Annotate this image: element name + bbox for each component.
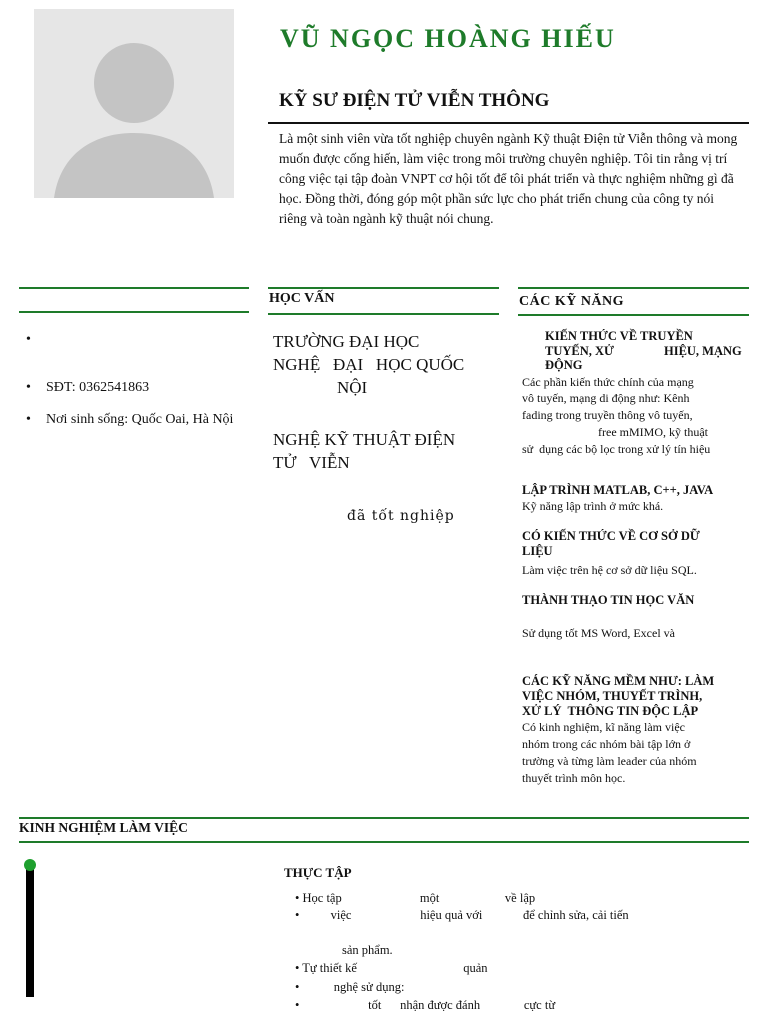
contact-list <box>19 332 244 428</box>
profile-photo-image <box>34 9 234 198</box>
skill-3-text: Làm việc trên hệ cơ sở dữ liệu SQL. <box>522 563 697 577</box>
skill-1-text-line-5: sử dụng các bộ lọc trong xử lý tín hiệu <box>522 442 711 456</box>
major-line-2: TỬ VIỄN <box>273 453 350 472</box>
skill-5-text-line-3: trường và từng làm leader của nhóm <box>522 754 697 768</box>
skill-4-heading: THÀNH THẠO TIN HỌC VĂN <box>522 593 695 607</box>
school-line-1: TRƯỜNG ĐẠI HỌC <box>273 332 420 351</box>
education-bottom-rule <box>268 313 499 315</box>
skills-heading: CÁC KỸ NĂNG <box>519 294 625 309</box>
internship-heading: THỰC TẬP <box>284 865 352 880</box>
skill-3-heading-line-2: LIỆU <box>522 544 553 558</box>
skill-5-text-line-1: Có kinh nghiệm, kĩ năng làm việc <box>522 720 685 734</box>
skill-1-text-line-2: vô tuyến, mạng di động như: Kênh <box>522 391 690 405</box>
skill-1-heading-line-1: KIẾN THỨC VỀ TRUYỀN <box>545 329 693 343</box>
skills-bottom-rule <box>518 314 749 316</box>
skill-1-text-line-3: fading trong truyền thông vô tuyến, <box>522 408 693 422</box>
timeline-bar <box>26 866 34 997</box>
education-top-rule <box>268 287 499 289</box>
contact-address: • Nơi sinh sống: Quốc Oai, Hà Nội <box>19 411 244 428</box>
skill-1-text-line-1: Các phần kiến thức chính của mạng <box>522 375 694 389</box>
timeline-dot <box>24 859 36 871</box>
experience-line-6: • tốt nhận được đánh cực từ <box>295 998 556 1012</box>
major-line-1: NGHỆ KỸ THUẬT ĐIỆN <box>273 430 456 449</box>
contact-bottom-rule <box>19 311 249 313</box>
experience-line-2: • việc hiệu quả với để chỉnh sửa, cải tiến <box>295 908 629 922</box>
profile-photo <box>34 9 234 198</box>
skill-5-heading-line-2: VIỆC NHÓM, THUYẾT TRÌNH, <box>522 689 703 703</box>
experience-line-3: sản phẩm. <box>342 943 393 957</box>
contact-top-rule <box>19 287 249 289</box>
skill-2-text: Kỹ năng lập trình ở mức khá. <box>522 499 664 513</box>
skill-5-heading-line-1: CÁC KỸ NĂNG MỀM NHƯ: LÀM <box>522 674 715 688</box>
skill-3-heading-line-1: CÓ KIẾN THỨC VỀ CƠ SỞ DỮ <box>522 529 700 543</box>
experience-line-4: • Tự thiết kế quản <box>295 961 488 975</box>
job-title: KỸ SƯ ĐIỆN TỬ VIỄN THÔNG <box>279 90 550 111</box>
title-divider <box>268 122 749 124</box>
contact-item-empty <box>19 332 244 350</box>
experience-heading: KINH NGHIỆM LÀM VIỆC <box>19 820 188 835</box>
candidate-name: VŨ NGỌC HOÀNG HIẾU <box>280 24 616 53</box>
skill-5-text-line-2: nhóm trong các nhóm bài tập lớn ở <box>522 737 691 751</box>
experience-top-rule <box>19 817 749 819</box>
graduation-status: đã tốt nghiệp <box>347 508 455 524</box>
school-line-3: NỘI <box>337 378 368 397</box>
experience-line-5: • nghệ sử dụng: <box>295 980 405 994</box>
experience-line-1: • Học tập một về lập <box>295 891 536 905</box>
skill-2-heading: LẬP TRÌNH MATLAB, C++, JAVA <box>522 483 714 497</box>
skill-4-text: Sử dụng tốt MS Word, Excel và <box>522 626 675 640</box>
summary-text: Là một sinh viên vừa tốt nghiệp chuyên ngành Kỹ thuật Điện tử Viễn thông và mong muốn được cống hiến, làm việc trong môi trường chuyên nghiệp. Tôi tin rằng vị trí công việc tại tập đoàn VNPT cơ hội tốt để tôi phát triển và thực nghiệm những gì đã học. Đồng thời, đóng góp một phần sức lực cho phát triển chung của công ty nói riêng và toàn ngành kỹ thuật nói chung. <box>279 131 738 226</box>
skill-5-heading-line-3: XỬ LÝ THÔNG TIN ĐỘC LẬP <box>522 704 699 718</box>
skill-1-text-line-4: free mMIMO, kỹ thuật <box>598 425 708 439</box>
skill-1-heading-line-3: ĐỘNG <box>545 358 583 372</box>
skill-1-heading-line-2: TUYẾN, XỬ HIỆU, MẠNG <box>545 344 742 358</box>
school-line-2: NGHỆ ĐẠI HỌC QUỐC <box>273 355 465 374</box>
contact-phone: • SĐT: 0362541863 <box>19 380 244 396</box>
education-heading: HỌC VẤN <box>269 291 335 306</box>
skill-5-text-line-4: thuyết trình môn học. <box>522 771 626 785</box>
experience-bottom-rule <box>19 841 749 843</box>
skills-top-rule <box>518 287 749 289</box>
